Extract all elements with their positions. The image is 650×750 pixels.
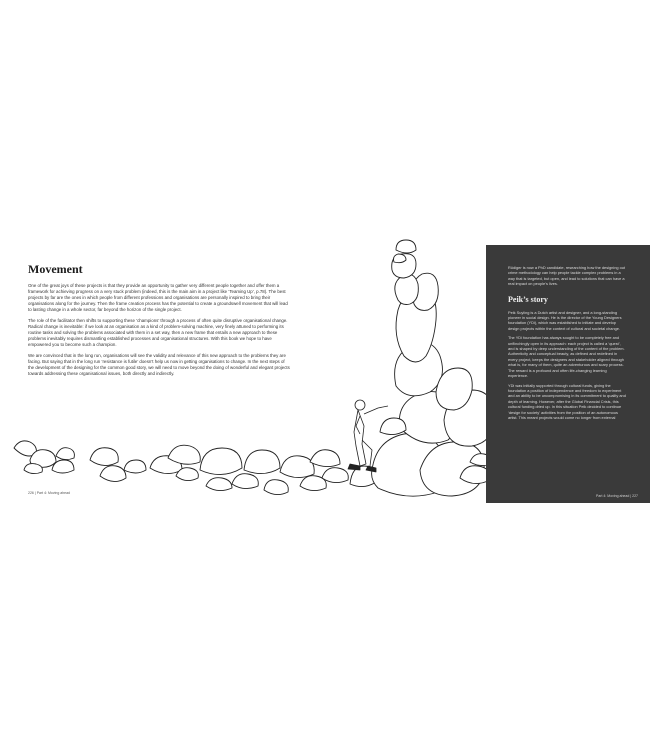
panel-paragraph: YDi was initially supported through cultural funds, giving the foundation a position of independence and freedom to experiment and an ability to be uncompromising in its commitment to quality and depth of learning. However, after the Global Financial Crisis, this cultural funding dried up. In this situation Peik decided to continue ‘design for society’ activities from the position of an autonomous artist. This meant projects would come no longer from external [508, 382, 626, 420]
panel-paragraph: Peik Suyling is a Dutch artist and designer, and a long-standing pioneer in social design. He is the director of the Young Designers foundation (YDi), which was established to initiate and develop design projects within the context of cultural and societal change. [508, 309, 622, 331]
right-page-footer: Part 4: Moving ahead | 227 [596, 494, 638, 498]
body-paragraph: One of the great joys of these projects is that they provide an opportunity to gather very different people together and offer them a framework for achieving progress on a very stuck problem (indeed, this is the main aim in a project like ‘Teaming Up’, p.78). The best projects by far are the ones in which people from different professions and organisations are personally inspired to bring their organisations along for the journey. Then the frame creation process has the potential to create a groundswell movement that will lead to lasting change in a whole sector, far beyond the horizon of the single project. [28, 283, 288, 312]
sidebar-panel [486, 245, 650, 503]
left-page-footer: 226 | Part 4: Moving ahead [28, 491, 70, 495]
section-title: Movement [28, 262, 83, 276]
sidebar-content [508, 265, 626, 424]
panel-intro: Rüdiger is now a PhD candidate, researching how the designing out crime methodology can help people tackle complex problems in a way that is targeted, but open, and lead to solutions that can have a real impact on people’s lives. [508, 265, 626, 287]
panel-title: Peik’s story [508, 294, 548, 304]
panel-paragraph: The YDi foundation has always sought to be completely free and unflinchingly open in its approach: each project is called a ‘quest’, and is shaped by deep understanding of the content of the problem. Authenticity and conceptual beauty, as defined and redefined in every project, keeps the designers and stakeholder aligned through what is, for many of them, quite an adventurous and scary process. The reward is a profound and often life-changing learning experience. [508, 335, 625, 379]
body-paragraph: We are convinced that in the long run, organisations will see the validity and relevance of this new approach to the problems they are facing. But saying that in the long run ‘resistance is futile’ doesn’t help us now in getting organisations to change. In the next steps of the development of the designing for the common good story, we will need to move beyond the doing of wonderful and elegant projects towards addressing these organisational issues, both directly and indirectly. [28, 353, 290, 376]
body-paragraph: The role of the facilitator then shifts to supporting these ‘champions’ through a process of often quite disruptive organisational change. Radical change is inevitable: if we look at an organisation as a kind of problem-solving machine, very finely attuned to performing its routine tasks and solving the problems associated with them in a set way, then a new frame that entails a new approach to these problems inevitably requires dismantling established processes and organisational structures. With this book we hope to have empowered you to become such a champion. [28, 318, 288, 347]
left-page-text [28, 262, 290, 382]
